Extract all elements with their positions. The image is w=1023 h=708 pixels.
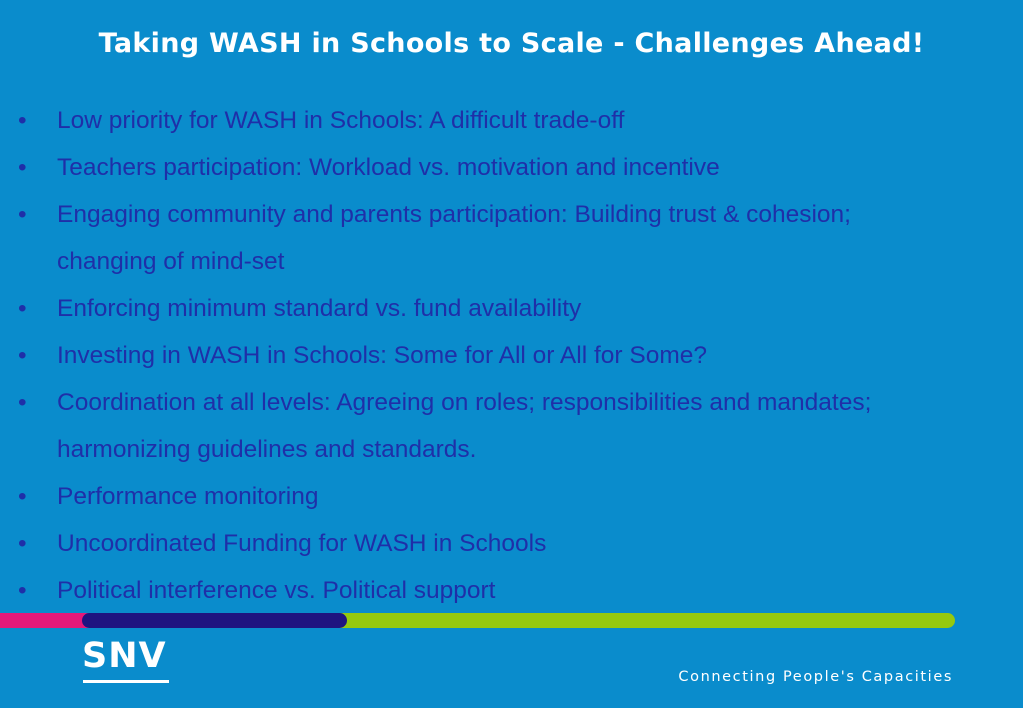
bullet-marker: •	[18, 389, 27, 416]
snv-logo	[82, 636, 172, 688]
bullet-item	[16, 332, 906, 379]
bullet-text: Enforcing minimum standard vs. fund availability	[57, 295, 582, 322]
bullet-item	[16, 285, 906, 332]
bullet-marker: •	[18, 342, 27, 369]
bullet-marker: •	[18, 154, 27, 181]
logo-underline	[83, 680, 169, 683]
bullet-text: Investing in WASH in Schools: Some for All or All for Some?	[57, 342, 707, 369]
bullet-text: Engaging community and parents participation: Building trust & cohesion; changing of mind-set	[57, 201, 851, 275]
logo-text: SNV	[82, 636, 167, 676]
bullet-text: Teachers participation: Workload vs. motivation and incentive	[57, 154, 720, 181]
bullet-item	[16, 97, 906, 144]
bullet-item	[16, 473, 906, 520]
bullet-item	[16, 144, 906, 191]
bullet-marker: •	[18, 107, 27, 134]
bullet-text: Political interference vs. Political support	[57, 577, 496, 604]
bullet-text: Low priority for WASH in Schools: A difficult trade-off	[57, 107, 625, 134]
bullet-marker: •	[18, 577, 27, 604]
bullet-marker: •	[18, 295, 27, 322]
stripe-green	[320, 613, 955, 628]
stripe-navy	[82, 613, 347, 628]
bullet-marker: •	[18, 530, 27, 557]
tagline: Connecting People's Capacities	[678, 669, 953, 685]
bullet-item	[16, 379, 906, 473]
bullet-marker: •	[18, 201, 27, 228]
bullet-text: Performance monitoring	[57, 483, 319, 510]
bullet-marker: •	[18, 483, 27, 510]
bullet-text: Uncoordinated Funding for WASH in Schools	[57, 530, 547, 557]
slide-title: Taking WASH in Schools to Scale - Challenges Ahead!	[98, 28, 925, 59]
bullet-item	[16, 520, 906, 567]
bullet-text: Coordination at all levels: Agreeing on roles; responsibilities and mandates; harmonizing guidelines and standards.	[57, 389, 872, 463]
bullet-item	[16, 567, 906, 614]
bullet-list	[16, 97, 906, 614]
bullet-item	[16, 191, 906, 285]
